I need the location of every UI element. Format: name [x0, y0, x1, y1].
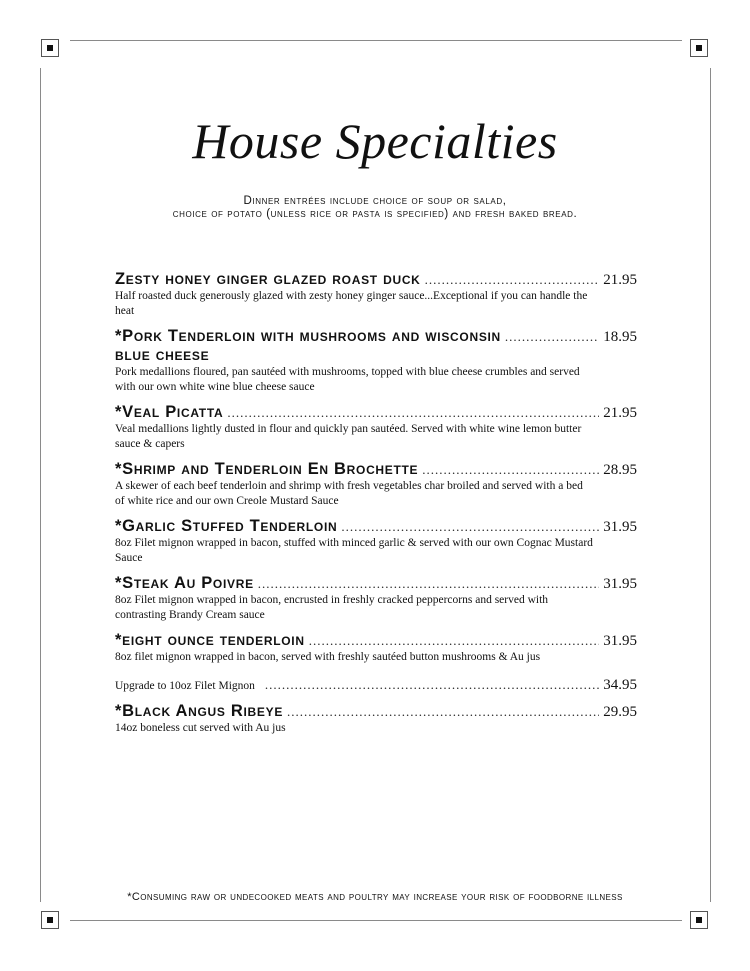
- dot-leader: [258, 576, 599, 592]
- page-title: House Specialties: [192, 113, 558, 169]
- menu-item-header: [115, 460, 637, 479]
- menu-item-name: *Black Angus Ribeye: [115, 701, 284, 720]
- corner-ornament-top-right: [690, 39, 708, 57]
- menu-item: [115, 327, 637, 394]
- menu-item-price: 31.95: [603, 633, 637, 649]
- dot-leader: [227, 405, 599, 421]
- menu-item-description: 8oz filet mignon wrapped in bacon, served with freshly sautéed button mushrooms & Au jus: [115, 651, 541, 663]
- menu-item-description: Pork medallions floured, pan sautéed with mushrooms, topped with blue cheese crumbles and served with our own white wine blue cheese sauce: [115, 366, 580, 393]
- dot-leader: [422, 462, 599, 478]
- dot-leader: [287, 704, 599, 720]
- menu-item-price: 31.95: [603, 519, 637, 535]
- menu-item-name: *eight ounce tenderloin: [115, 631, 305, 649]
- dot-leader: [341, 519, 599, 535]
- menu-item-description: 8oz Filet mignon wrapped in bacon, stuffed with minced garlic & served with our own Cognac Mustard Sauce: [115, 537, 593, 564]
- menu-item-header: [115, 327, 637, 346]
- menu-item-price: 31.95: [603, 576, 637, 592]
- upgrade-option: [115, 677, 637, 694]
- menu-item-name: *Shrimp and Tenderloin En Brochette: [115, 460, 419, 478]
- dot-leader: [425, 272, 600, 288]
- menu-item-price: 29.95: [603, 703, 637, 720]
- menu-item-price: 28.95: [603, 462, 637, 478]
- menu-item-description: A skewer of each beef tenderloin and shrimp with fresh vegetables char broiled and served with a bed of white rice and our own Creole Mustard Sauce: [115, 480, 583, 507]
- upgrade-price: 34.95: [603, 676, 637, 693]
- corner-ornament-bottom-left: [41, 911, 59, 929]
- menu-item-header: [115, 702, 637, 721]
- menu-item: [115, 460, 637, 508]
- menu-item-price: 21.95: [603, 272, 637, 288]
- menu-item-price: 21.95: [603, 405, 637, 421]
- menu-item-header: [115, 574, 637, 593]
- intro-line-2: choice of potato (unless rice or pasta is specified) and fresh baked bread.: [172, 208, 578, 220]
- menu-item-header: [115, 270, 637, 289]
- menu-item-description: 8oz Filet mignon wrapped in bacon, encrusted in freshly cracked peppercorns and served with contrasting Brandy Cream sauce: [115, 594, 549, 621]
- menu-item-header: [115, 631, 637, 650]
- menu-item-name: *Garlic Stuffed Tenderloin: [115, 517, 338, 535]
- upgrade-label: Upgrade to 10oz Filet Mignon: [115, 679, 255, 692]
- menu-item-price: 18.95: [603, 329, 637, 345]
- upgrade-row: [115, 677, 637, 694]
- menu-item: [115, 702, 637, 736]
- menu-item-name-continued: blue cheese: [115, 346, 210, 364]
- frame-left-line: [40, 68, 41, 902]
- health-disclaimer: *Consuming raw or undecooked meats and poultry may increase your risk of foodborne illness: [127, 891, 623, 903]
- menu-item-header: [115, 403, 637, 422]
- menu-item-description: Veal medallions lightly dusted in flour and quickly pan sautéed. Served with white wine lemon butter sauce & capers: [115, 423, 582, 450]
- menu-item-name: *Pork Tenderloin with mushrooms and wisconsin: [115, 327, 501, 345]
- menu-item-name: *Steak Au Poivre: [115, 574, 254, 592]
- dot-leader: [309, 633, 600, 649]
- menu-item-name: *Veal Picatta: [115, 403, 224, 421]
- menu-item: [115, 574, 637, 622]
- menu-item: [115, 631, 637, 665]
- menu-item-description: Half roasted duck generously glazed with zesty honey ginger sauce...Exceptional if you can handle the heat: [115, 290, 588, 317]
- menu-list: [115, 270, 637, 744]
- corner-ornament-bottom-right: [690, 911, 708, 929]
- menu-item: [115, 403, 637, 451]
- menu-item-header: [115, 517, 637, 536]
- dot-leader: [505, 329, 599, 345]
- menu-item: [115, 270, 637, 318]
- frame-top-line: [70, 40, 682, 41]
- frame-bottom-line: [70, 920, 682, 921]
- dot-leader: [265, 677, 599, 693]
- corner-ornament-top-left: [41, 39, 59, 57]
- frame-right-line: [710, 68, 711, 902]
- intro-line-1: Dinner entrées include choice of soup or salad,: [243, 195, 507, 207]
- menu-item-description: 14oz boneless cut served with Au jus: [115, 721, 286, 734]
- menu-item-name: Zesty honey ginger glazed roast duck: [115, 270, 421, 288]
- menu-item: [115, 517, 637, 565]
